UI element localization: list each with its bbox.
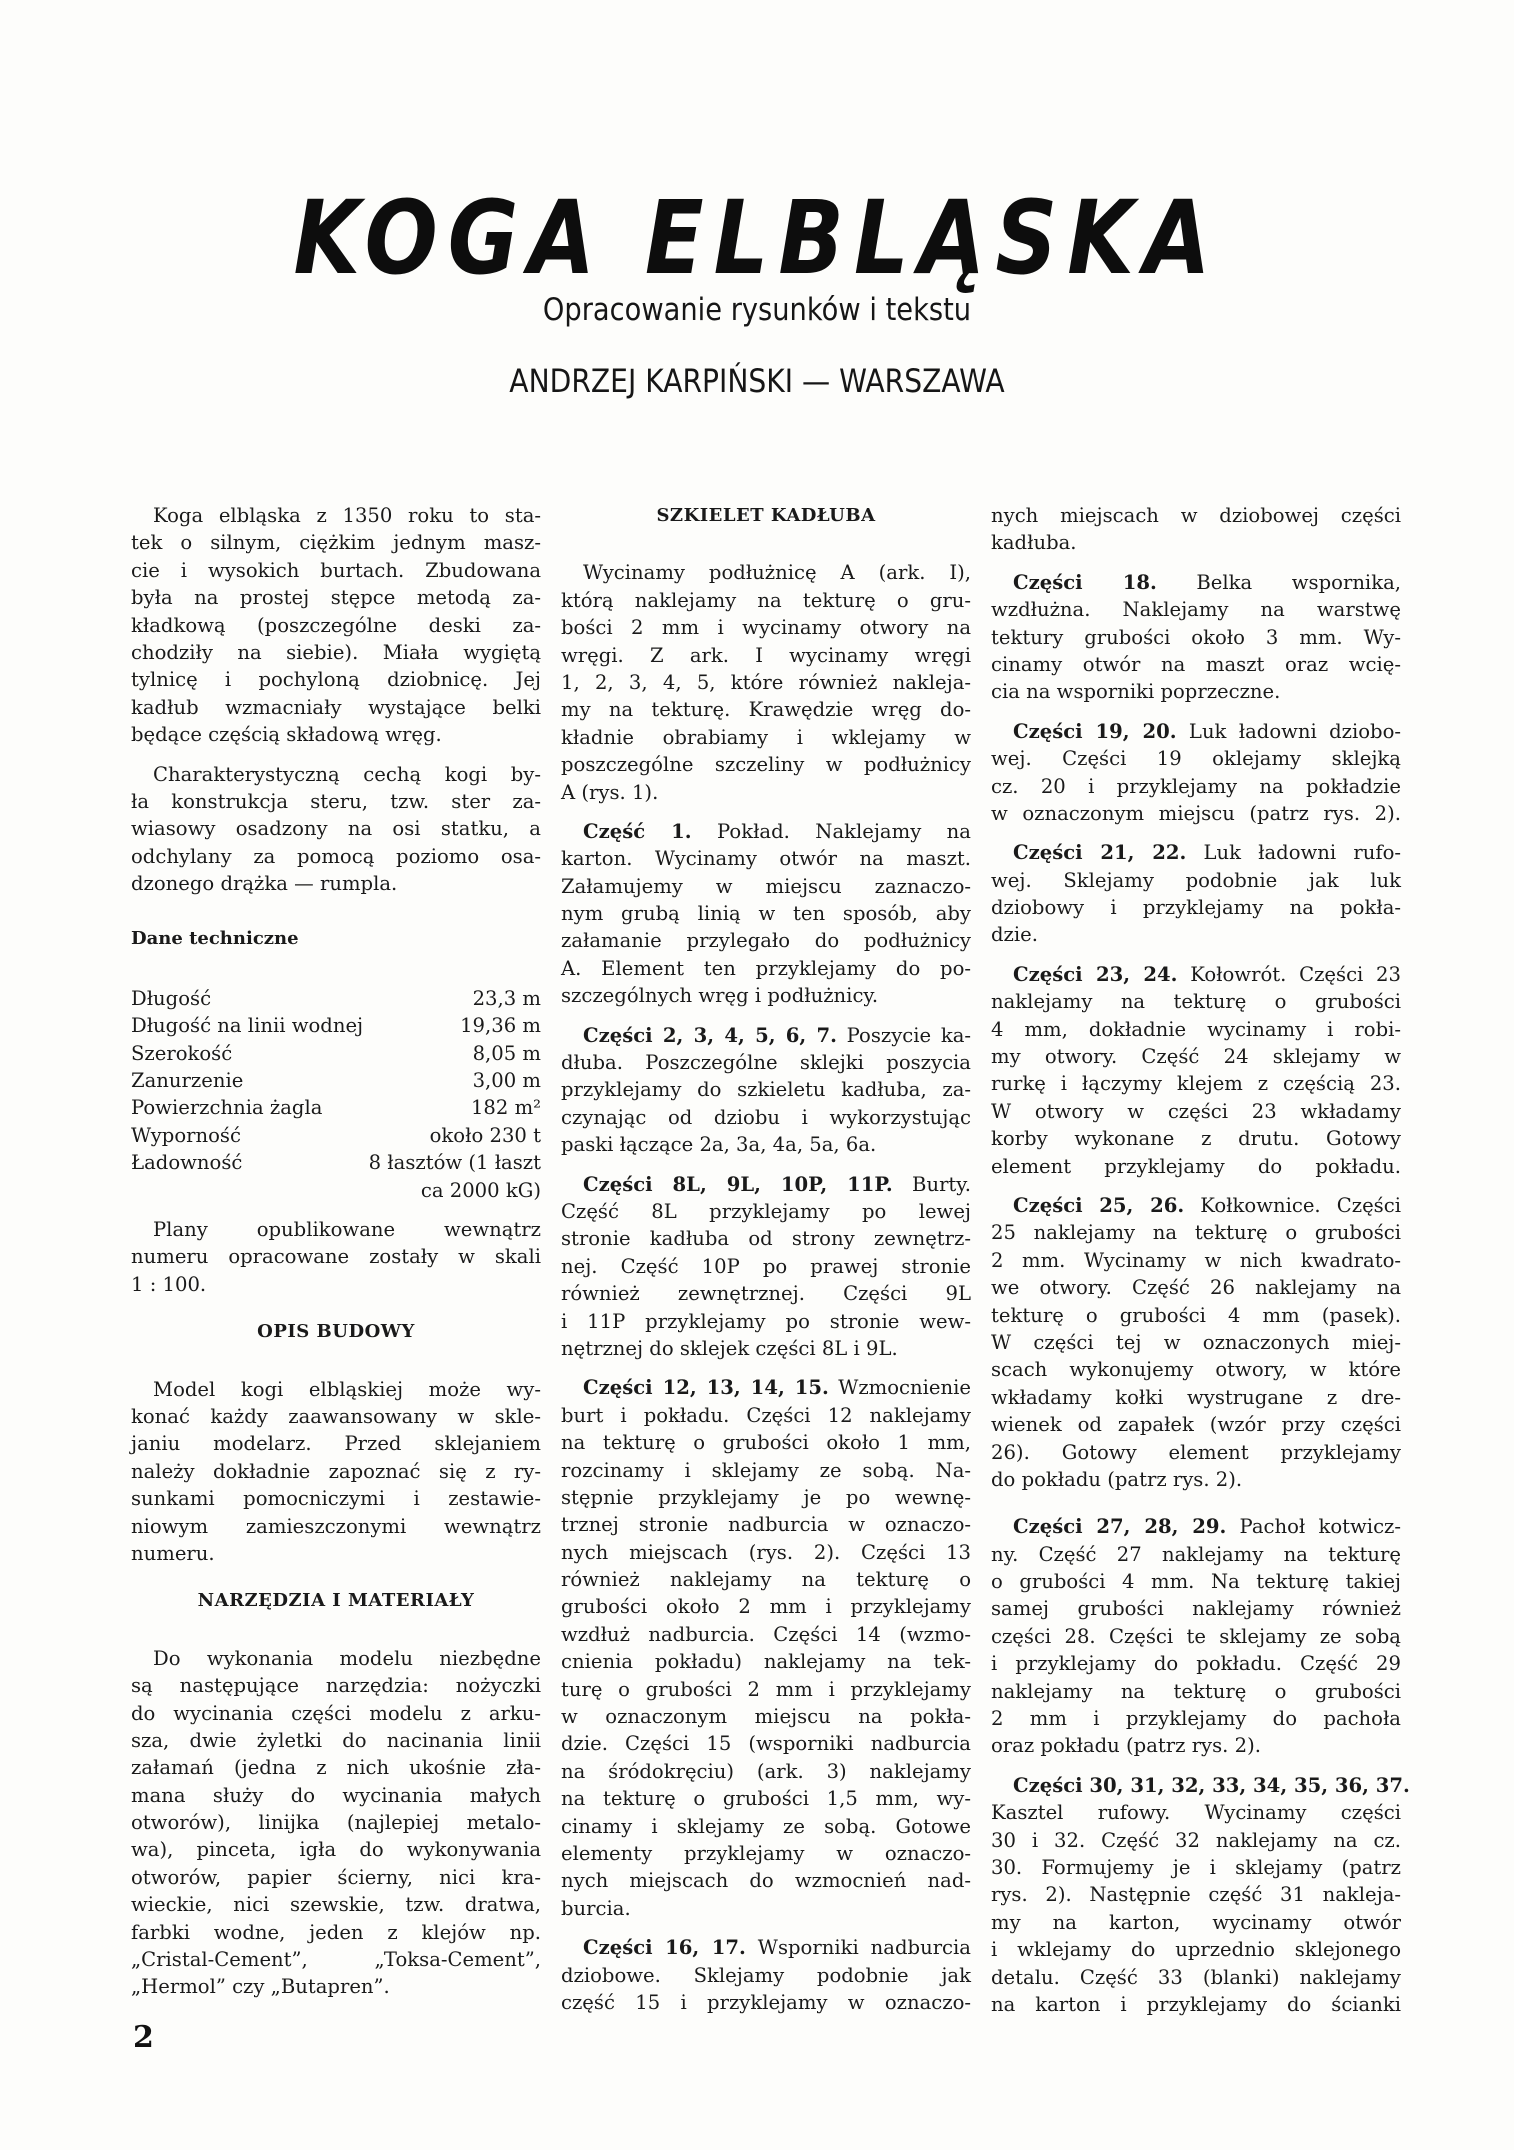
text-line: bości 2 mm i wycinamy otwory na xyxy=(561,616,971,640)
part-label: Części 18. xyxy=(1013,570,1157,594)
text-line: dłuba. Poszczególne sklejki poszycia xyxy=(561,1051,971,1075)
text-line: Część 1. Pokład. Naklejamy na xyxy=(583,819,971,843)
spec-label: Powierzchnia żagla xyxy=(131,1096,323,1120)
text-line: załamanie przylegało do podłużnicy xyxy=(561,929,971,953)
text-line: my na karton, wycinamy otwór xyxy=(991,1910,1401,1934)
text-line: o grubości 4 mm. Na tekturę takiej xyxy=(991,1570,1401,1594)
spec-value: 182 m² xyxy=(470,1096,541,1120)
text-line: Model kogi elbląskiej może wy- xyxy=(153,1377,541,1401)
spec-label: Szerokość xyxy=(131,1041,233,1065)
part-label: Części 19, 20. xyxy=(1013,719,1177,743)
text-line: była na prostej stępce metodą za- xyxy=(131,586,541,610)
text-line: nych miejscach do wzmocnień nad- xyxy=(561,1869,971,1893)
text-line: poszczególne szczeliny w podłużnicy xyxy=(561,753,971,777)
spec-label: Ładowność xyxy=(131,1151,243,1175)
text-line: Części 25, 26. Kołkownice. Części xyxy=(1013,1193,1401,1217)
text-line: Części 19, 20. Luk ładowni dziobo- xyxy=(1013,719,1401,743)
column-1 xyxy=(131,502,541,2013)
scale-note xyxy=(131,1216,541,1298)
text-line: 2 mm i przyklejamy do pachoła xyxy=(991,1707,1401,1731)
text-line: będące częścią składową wręg. xyxy=(131,723,442,747)
paragraph-parts-27-29 xyxy=(991,1513,1401,1760)
rudder-paragraph xyxy=(131,761,541,898)
text-line: również zewnętrznej. Części 9L xyxy=(561,1282,971,1306)
text-line: element przyklejamy do pokładu. xyxy=(991,1154,1401,1178)
text-line: W części tej w oznaczonych miej- xyxy=(991,1330,1401,1354)
text-line: Kasztel rufowy. Wycinamy części xyxy=(991,1801,1401,1825)
text-line: Koga elbląska z 1350 roku to sta- xyxy=(153,504,541,527)
text-line: burcia. xyxy=(561,1896,631,1920)
text-line: Części 23, 24. Kołowrót. Części 23 xyxy=(1013,962,1401,986)
text-line: części 28. Części te sklejamy ze sobą xyxy=(991,1624,1401,1648)
text-line: wej. Części 19 oklejamy sklejką xyxy=(991,747,1401,771)
text-line: A. Element ten przyklejamy do po- xyxy=(561,956,971,980)
spec-value: 19,36 m xyxy=(460,1014,541,1038)
part-label: Części 25, 26. xyxy=(1013,1193,1185,1217)
spec-row xyxy=(131,1149,541,1176)
part-label: Części 16, 17. xyxy=(583,1936,746,1960)
text-line: niowym zamieszczonymi wewnątrz xyxy=(131,1514,541,1538)
text-line: Części 18. Belka wspornika, xyxy=(1013,570,1401,594)
text-line: dzie. xyxy=(991,923,1038,947)
paragraph-parts-25-26 xyxy=(991,1192,1401,1493)
paragraph-parts-16-17 xyxy=(561,1934,971,2016)
paragraph-parts-8-11 xyxy=(561,1171,971,1363)
text-line: część 15 i przyklejamy w oznaczo- xyxy=(561,1990,971,2014)
text-line: kładnie obrabiamy i wklejamy w xyxy=(561,725,971,749)
text-line: tektury grubości około 3 mm. Wy- xyxy=(991,625,1401,649)
text-line: cie i wysokich burtach. Zbudowana xyxy=(131,558,541,582)
text-line: kadłub wzmacniały wystające belki xyxy=(131,695,541,719)
text-line: tylnicę i pochyloną dziobnicę. Jej xyxy=(131,668,541,692)
paragraph xyxy=(561,559,971,806)
text-line: wienek od zapałek (wzór przy części xyxy=(991,1413,1401,1437)
text-line: Załamujemy w miejscu zaznaczo- xyxy=(561,874,971,898)
spec-row xyxy=(131,1094,541,1121)
text-line: karton. Wycinamy otwór na maszt. xyxy=(561,847,971,871)
text-line: naklejamy na tekturę o grubości xyxy=(991,1679,1401,1703)
text-line: Części 21, 22. Luk ładowni rufo- xyxy=(1013,841,1401,865)
text-line: rys. 2). Następnie część 31 nakleja- xyxy=(991,1883,1401,1907)
part-label: Części 2, 3, 4, 5, 6, 7. xyxy=(583,1023,837,1047)
text-line: nej. Część 10P po prawej stronie xyxy=(561,1254,971,1278)
text-line: i 11P przyklejamy po stronie wew- xyxy=(561,1309,971,1333)
spec-value: 3,00 m xyxy=(472,1069,541,1093)
text-line: wzdłuż nadburcia. Części 14 (wzmo- xyxy=(561,1622,971,1646)
text-line: Części 12, 13, 14, 15. Wzmocnienie xyxy=(583,1376,971,1400)
text-line: cinamy otwór na maszt oraz wcię- xyxy=(991,652,1401,676)
text-line: grubości około 2 mm i przyklejamy xyxy=(561,1595,971,1619)
opis-paragraph xyxy=(131,1376,541,1568)
text-line: Części 2, 3, 4, 5, 6, 7. Poszycie ka- xyxy=(583,1023,971,1047)
paragraph-part-1 xyxy=(561,818,971,1010)
spec-value-continuation: ca 2000 kG) xyxy=(420,1178,541,1202)
article-title: KOGA ELBLĄSKA xyxy=(293,179,1221,298)
text-line: sza, dwie żyletki do nacinania linii xyxy=(131,1728,541,1752)
paragraph-parts-12-15 xyxy=(561,1374,971,1922)
text-line: rozcinamy i sklejamy ze sobą. Na- xyxy=(561,1458,971,1482)
text-line: dziobowe. Sklejamy podobnie jak xyxy=(561,1963,971,1987)
part-label: Części 8L, 9L, 10P, 11P. xyxy=(583,1172,893,1196)
text-line: 4 mm, dokładnie wycinamy i robi- xyxy=(991,1017,1401,1041)
text-line: wręgi. Z ark. I wycinamy wręgi xyxy=(561,643,971,667)
text-line: Części 16, 17. Wsporniki nadburcia xyxy=(583,1936,971,1960)
text-line: 30. Formujemy je i sklejamy (patrz xyxy=(991,1855,1401,1879)
text-line: w oznaczonym miejscu (patrz rys. 2). xyxy=(991,801,1401,825)
text-line xyxy=(991,1772,1410,1799)
specs-heading: Dane techniczne xyxy=(131,928,299,950)
text-line: trznej stronie nadburcia w oznaczo- xyxy=(561,1513,971,1537)
text-line: naklejamy na tekturę o grubości xyxy=(991,990,1401,1014)
spec-row xyxy=(131,1012,541,1039)
part-label: Części 30, 31, 32, 33, 34, 35, 36, 37. xyxy=(1013,1773,1410,1797)
text-line: Część 8L przyklejamy po lewej xyxy=(561,1200,971,1223)
text-line: Wycinamy podłużnicę A (ark. I), xyxy=(583,561,971,585)
part-label: Części 23, 24. xyxy=(1013,962,1178,986)
text-line: kładkową (poszczególne deski za- xyxy=(131,613,541,637)
text-line: cia na wsporniki poprzeczne. xyxy=(991,680,1281,704)
spec-label: Wyporność xyxy=(131,1123,241,1147)
text-line: wa), pinceta, igła do wykonywania xyxy=(131,1838,541,1862)
text-line: elementy przyklejamy w oznaczo- xyxy=(561,1841,971,1865)
section-heading-narzedzia: NARZĘDZIA I MATERIAŁY xyxy=(197,1590,475,1612)
text-line: W otwory w części 23 wkładamy xyxy=(991,1099,1401,1123)
spec-row xyxy=(131,1067,541,1094)
text-line: na tekturę o grubości około 1 mm, xyxy=(561,1431,971,1455)
text-line: przyklejamy do szkieletu kadłuba, za- xyxy=(561,1078,971,1102)
spec-value: około 230 t xyxy=(429,1123,541,1147)
text-line: dzie. Części 15 (wsporniki nadburcia xyxy=(561,1732,971,1756)
text-line: wzdłużna. Naklejamy na warstwę xyxy=(991,598,1401,622)
spec-value: 23,3 m xyxy=(472,986,541,1010)
text-line: nych miejscach (rys. 2). Części 13 xyxy=(561,1540,971,1564)
text-line: A (rys. 1). xyxy=(561,780,659,804)
spec-row xyxy=(131,1040,541,1067)
column-2 xyxy=(561,502,971,2028)
text-line: nych miejscach w dziobowej części xyxy=(991,504,1401,527)
text-line: konać każdy zaawansowany w skle- xyxy=(131,1404,541,1428)
text-line: oraz pokładu (patrz rys. 2). xyxy=(991,1734,1261,1758)
text-line: cnienia pokładu) naklejamy na tek- xyxy=(561,1650,971,1674)
text-line: chodziły na siebie). Miała wygiętą xyxy=(131,640,541,664)
paragraph-parts-2-7 xyxy=(561,1022,971,1159)
text-line: odchylany za pomocą poziomo osa- xyxy=(131,844,541,868)
text-line: na tekturę o grubości 1,5 mm, wy- xyxy=(561,1787,971,1811)
text-line: którą naklejamy na tekturę o gru- xyxy=(561,588,971,612)
text-line: we otwory. Część 26 naklejamy na xyxy=(991,1276,1401,1300)
part-label: Części 27, 28, 29. xyxy=(1013,1515,1227,1539)
article-author: ANDRZEJ KARPIŃSKI — WARSZAWA xyxy=(509,362,1005,400)
specs-table xyxy=(131,985,541,1204)
text-line: numeru. xyxy=(131,1541,215,1565)
text-line: 25 naklejamy na tekturę o grubości xyxy=(991,1221,1401,1245)
spec-row xyxy=(131,1122,541,1149)
paragraph-parts-30-37 xyxy=(991,1772,1410,2019)
text-line: otworów), linijka (najlepiej metalo- xyxy=(131,1811,541,1835)
paragraph-parts-23-24 xyxy=(991,961,1401,1180)
text-line: wej. Sklejamy podobnie jak luk xyxy=(991,868,1401,892)
text-line: cinamy i sklejamy ze sobą. Gotowe xyxy=(561,1814,971,1838)
text-line: burt i pokładu. Części 12 naklejamy xyxy=(561,1403,971,1427)
text-line: wiasowy osadzony na osi statku, a xyxy=(131,817,541,841)
text-line: my otwory. Część 24 sklejamy w xyxy=(991,1045,1401,1069)
text-line: ny. Część 27 naklejamy na tekturę xyxy=(991,1542,1401,1566)
section-heading-opis-budowy: OPIS BUDOWY xyxy=(257,1321,415,1343)
paragraph-part-18 xyxy=(991,569,1401,706)
article-subtitle: Opracowanie rysunków i tekstu xyxy=(542,292,972,328)
text-line: nym grubą linią w ten sposób, aby xyxy=(561,902,971,926)
paragraph-continuation xyxy=(991,502,1401,557)
text-line: stronie kadłuba od strony zewnętrz- xyxy=(561,1227,971,1251)
text-line: samej grubości naklejamy również xyxy=(991,1597,1401,1621)
tools-paragraph xyxy=(131,1645,541,2001)
text-line: i wklejamy do uprzednio sklejonego xyxy=(991,1938,1401,1962)
text-line: załamań (jedna z nich ukośnie zła- xyxy=(131,1756,541,1780)
text-line: wieckie, nici szewskie, tzw. dratwa, xyxy=(131,1893,541,1917)
text-line: janiu modelarz. Przed sklejaniem xyxy=(131,1432,541,1456)
text-line: otworów, papier ścierny, nici kra- xyxy=(131,1865,541,1889)
spec-value: 8,05 m xyxy=(472,1041,541,1065)
page-number: 2 xyxy=(133,2020,154,2055)
text-line: wkładamy kołki wystrugane z dre- xyxy=(991,1385,1401,1409)
text-line: sunkami pomocniczymi i zestawie- xyxy=(131,1487,541,1511)
text-line: stępnie przyklejamy je po wewnę- xyxy=(561,1485,971,1509)
text-line: tek o silnym, ciężkim jednym masz- xyxy=(131,531,541,555)
text-line: do pokładu (patrz rys. 2). xyxy=(991,1467,1243,1491)
text-line: korby wykonane z drutu. Gotowy xyxy=(991,1127,1401,1151)
text-line: tekturę o grubości 4 mm (pasek). xyxy=(991,1303,1401,1327)
text-line: Części 8L, 9L, 10P, 11P. Burty. xyxy=(583,1172,972,1196)
text-line: 26). Gotowy element przyklejamy xyxy=(991,1440,1401,1464)
text-line: Części 27, 28, 29. Pachoł kotwicz- xyxy=(1013,1515,1401,1539)
text-line: szczególnych wręg i podłużnicy. xyxy=(561,984,879,1008)
spec-label: Długość na linii wodnej xyxy=(131,1014,364,1038)
text-line: i przyklejamy do pokładu. Część 29 xyxy=(991,1652,1401,1676)
text-line: należy dokładnie zapoznać się z ry- xyxy=(131,1459,541,1483)
text-line: czynając od dziobu i wykorzystując xyxy=(561,1105,971,1129)
text-line: rurkę i łączymy klejem z częścią 23. xyxy=(991,1072,1401,1096)
spec-row xyxy=(131,985,541,1012)
paragraph-parts-19-20 xyxy=(991,718,1401,828)
text-line: Plany opublikowane wewnątrz xyxy=(153,1218,541,1241)
text-line: „Hermol” czy „Butapren”. xyxy=(131,1975,390,1999)
part-label: Część 1. xyxy=(583,819,692,843)
text-line: na śródokręciu) (ark. 3) naklejamy xyxy=(561,1759,971,1783)
text-line: dzonego drążka — rumpla. xyxy=(131,872,398,896)
paragraph-parts-21-22 xyxy=(991,839,1401,949)
text-line: również naklejamy na tekturę o xyxy=(561,1568,971,1592)
text-line: 30 i 32. Część 32 naklejamy na cz. xyxy=(991,1828,1401,1852)
text-line: 1, 2, 3, 4, 5, które również nakleja- xyxy=(561,670,971,694)
part-label: Części 12, 13, 14, 15. xyxy=(583,1376,829,1400)
text-line: nętrznej do sklejek części 8L i 9L. xyxy=(561,1336,898,1360)
part-label: Części 21, 22. xyxy=(1013,841,1187,865)
text-line: Charakterystyczną cechą kogi by- xyxy=(153,762,541,786)
text-line: w oznaczonym miejscu na pokła- xyxy=(561,1705,971,1729)
text-line: mana służy do wycinania małych xyxy=(131,1783,541,1807)
text-line: są następujące narzędzia: nożyczki xyxy=(131,1674,541,1698)
text-line: na karton i przyklejamy do ścianki xyxy=(991,1992,1401,2016)
text-line: dziobowy i przyklejamy na pokła- xyxy=(991,896,1401,920)
text-line: Do wykonania modelu niezbędne xyxy=(153,1646,541,1670)
intro-paragraph xyxy=(131,502,541,749)
text-line: numeru opracowane zostały w skali xyxy=(131,1245,541,1269)
spec-label: Długość xyxy=(131,986,212,1010)
text-line: paski łączące 2a, 3a, 4a, 5a, 6a. xyxy=(561,1133,877,1157)
text-line: kadłuba. xyxy=(991,531,1077,555)
section-heading-szkielet: SZKIELET KADŁUBA xyxy=(656,505,876,526)
text-line: scach wykonujemy otwory, w które xyxy=(991,1358,1401,1382)
text-line: do wycinania części modelu z arku- xyxy=(131,1701,541,1725)
text-line: 2 mm. Wycinamy w nich kwadrato- xyxy=(991,1248,1401,1272)
text-line: my na tekturę. Krawędzie wręg do- xyxy=(561,698,971,722)
text-line: turę o grubości 2 mm i przyklejamy xyxy=(561,1677,971,1701)
text-line: farbki wodne, jeden z klejów np. xyxy=(131,1920,541,1944)
text-line: cz. 20 i przyklejamy na pokładzie xyxy=(991,774,1401,798)
spec-label: Zanurzenie xyxy=(131,1069,244,1093)
spec-value: 8 łasztów (1 łaszt xyxy=(368,1151,541,1175)
text-line: detalu. Część 33 (blanki) naklejamy xyxy=(991,1965,1401,1989)
text-line: „Cristal-Cement”, „Toksa-Cement”, xyxy=(131,1948,541,1972)
column-3 xyxy=(991,502,1410,2030)
text-line: 1 : 100. xyxy=(131,1272,207,1296)
text-line: ła konstrukcja steru, tzw. ster za- xyxy=(131,789,541,813)
